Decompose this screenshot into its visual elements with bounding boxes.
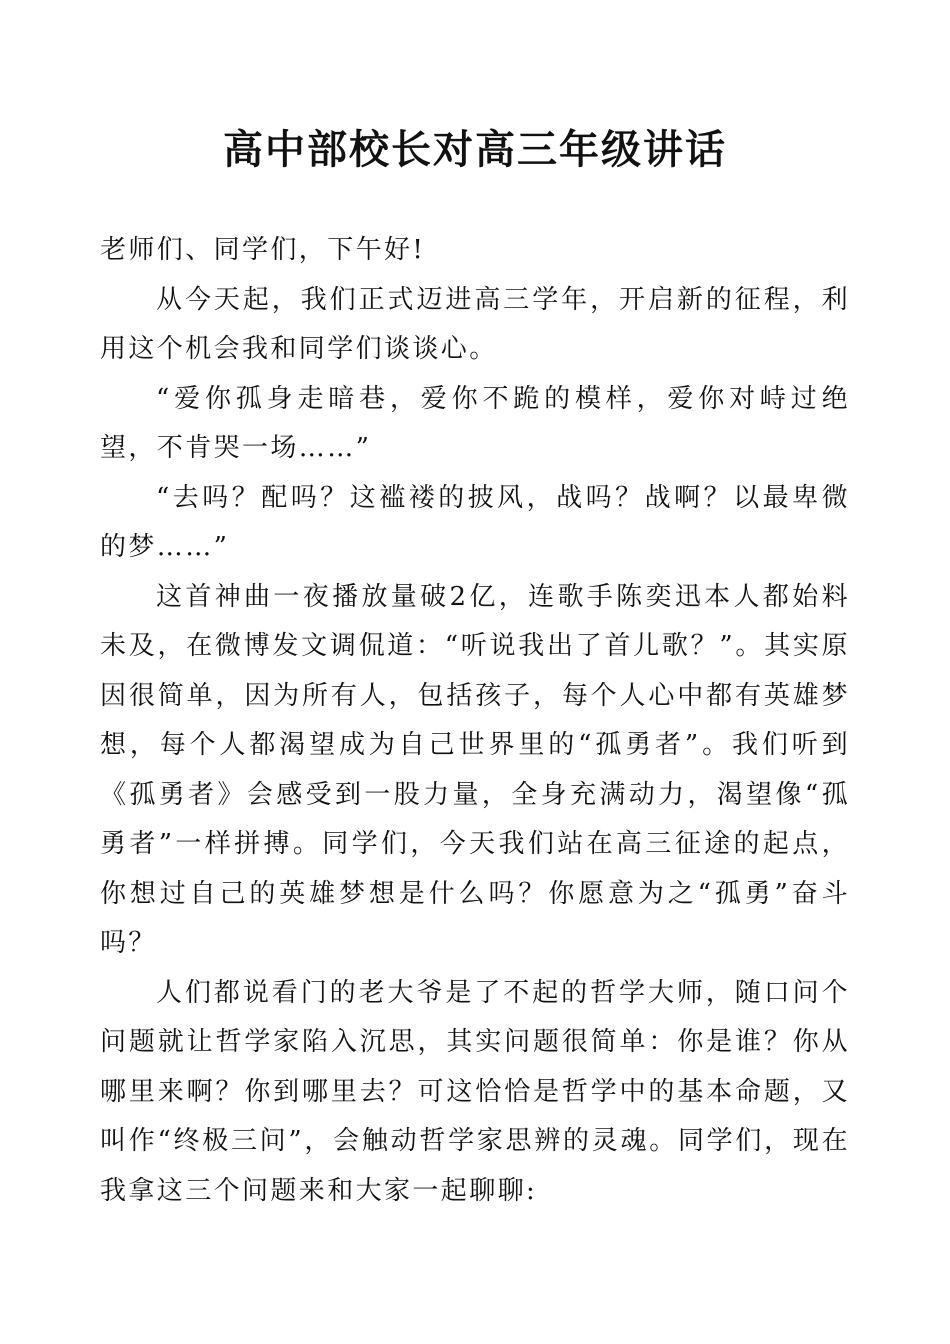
lyric-quote-paragraph: “去吗？配吗？这褴褛的披风，战吗？战啊？以最卑微的梦……” [100,482,850,562]
body-paragraph: 这首神曲一夜播放量破2亿，连歌手陈奕迅本人都始料未及，在微博发文调侃道：“听说我出了首儿歌？”。其实原因很简单，因为所有人，包括孩子，每个人心中都有英雄梦想，每个人都渴望成为自己世界里的“孤勇者”。我们听到《孤勇者》会感受到一股力量，全身充满动力，渴望像“孤勇者”一样拼搏。同学们，今天我们站在高三征途的起点，你想过自己的英雄梦想是什么吗？你愿意为之“孤勇”奋斗吗？ [100,581,850,958]
lyric-quote-paragraph: “爱你孤身走暗巷，爱你不跪的模样，爱你对峙过绝望，不肯哭一场……” [100,383,850,463]
greeting-paragraph: 老师们、同学们，下午好! [100,235,426,265]
document-body [100,226,850,1216]
document-title: 高中部校长对高三年级讲话 [223,126,727,173]
body-paragraph: 人们都说看门的老大爷是了不起的哲学大师，随口问个问题就让哲学家陷入沉思，其实问题很简单：你是谁？你从哪里来啊？你到哪里去？可这恰恰是哲学中的基本命题，又叫作“终极三问”，会触动哲学家思辨的灵魂。同学们，现在我拿这三个问题来和大家一起聊聊: [100,977,850,1206]
body-paragraph: 从今天起，我们正式迈进高三学年，开启新的征程，利用这个机会我和同学们谈谈心。 [100,284,850,364]
